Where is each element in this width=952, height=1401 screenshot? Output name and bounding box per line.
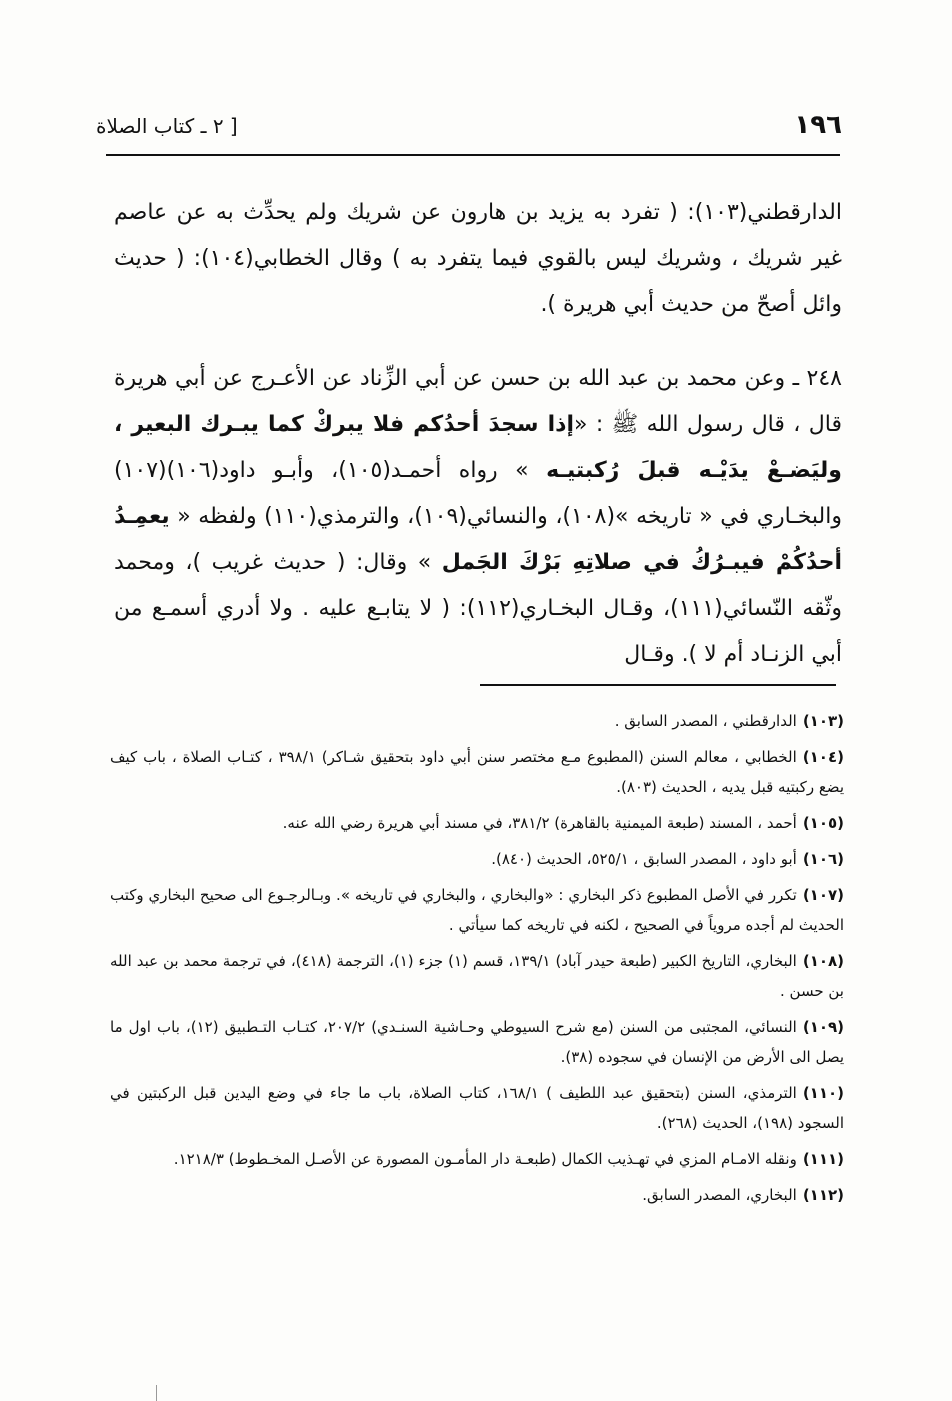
footnote-item xyxy=(110,946,844,1006)
footnote-item xyxy=(110,742,844,802)
footnote-item xyxy=(110,880,844,940)
footnotes xyxy=(110,706,844,1216)
footnote-number: (١١١) xyxy=(802,1150,844,1168)
footnote-item xyxy=(110,1012,844,1072)
hadith-commentary: » وقال: ( حديث غريب )، ومحمد وثّقه النّسائي(١١١)، وقـال البخـاري(١١٢): ( لا يتابـع عليه . ولا أدري أسمـع من أبي الزنـاد أم لا ). وقـال xyxy=(114,550,842,667)
page-number: ١٩٦ xyxy=(794,110,842,140)
footnote-text: تكرر في الأصل المطبوع ذكر البخاري : «والبخاري ، والبخاري في تاريخه ». وبـالرجـوع الى صحيح البخاري وكتب الحديث لم أجده مروياً في الصحيح ، لكنه في تاريخه كما سيأتي . xyxy=(110,886,844,934)
footnote-item xyxy=(110,706,844,736)
main-paragraph-1 xyxy=(114,168,842,350)
footnote-number: (١١٠) xyxy=(802,1084,844,1102)
footnote-text: أبو داود ، المصدر السابق ، ٥٢٥/١، الحديث (٨٤٠). xyxy=(491,850,797,868)
footnote-text: البخاري، التاريخ الكبير (طبعة حيدر آباد) ١٣٩/١، قسم (١) جزء (١)، الترجمة (٤١٨)، في ترجمة محمد بن عبد الله بن حسن . xyxy=(110,952,844,1000)
hadith-variant-text: يعمِـدُ أحدُكُمْ فيبـرُكُ في صلاتِهِ بَرْكَ الجَمل xyxy=(114,504,843,575)
footnote-number: (١١٢) xyxy=(802,1186,844,1204)
footnote-text: الترمذي، السنن (بتحقيق عبد اللطيف ) ١٦٨/١، كتاب الصلاة، باب ما جاء في وضع اليدين قبل الركبتين في السجود (١٩٨)، الحديث (٢٦٨). xyxy=(110,1084,844,1132)
running-head: [ ٢ ـ كتاب الصلاة xyxy=(96,114,238,138)
page-header xyxy=(96,108,842,148)
footnote-number: (١٠٥) xyxy=(802,814,844,832)
footnote-number: (١٠٣) xyxy=(802,712,844,730)
footnote-item xyxy=(110,808,844,838)
paragraph-text: الدارقطني(١٠٣): ( تفرد به يزيد بن هارون عن شريك ولم يحدِّث به عن عاصم غير شريك ، وشريك ليس بالقوي فيما يتفرد به ) وقال الخطابي(١٠٤): ( حديث وائل أصحّ من حديث أبي هريرة ). xyxy=(114,200,842,317)
footnote-number: (١٠٧) xyxy=(802,886,844,904)
footnote-number: (١٠٤) xyxy=(802,748,844,766)
hadith-text: إذا سجدَ أحدُكم فلا يبركْ كما يبـرك البعير ، وليَضـعْ يدَيْـه قبلَ رُكبتيـه xyxy=(114,412,842,483)
footnote-number: (١٠٩) xyxy=(802,1018,845,1036)
main-paragraph-2 xyxy=(114,334,842,700)
footnote-text: أحمد ، المسند (طبعة الميمنية بالقاهرة) ٣٨١/٢، في مسند أبي هريرة رضي الله عنه. xyxy=(282,814,797,832)
footnote-text: ونقله الامـام المزي في تهـذيب الكمال (طبعـة دار المأمـون المصورة عن الأصـل المخـطوط) ١٢١٨/٣. xyxy=(173,1150,797,1168)
footnote-text: الخطابي ، معالم السنن (المطبوع مـع مختصر سنن أبي داود بتحقيق شـاكر) ٣٩٨/١ ، كتـاب الصلاة ، باب كيف يضع ركبتيه قبل يديه ، الحديث (٨٠٣). xyxy=(110,748,844,796)
footnote-item xyxy=(110,1180,844,1210)
footnote-text: الدارقطني ، المصدر السابق . xyxy=(614,712,797,730)
footnote-text: البخاري، المصدر السابق. xyxy=(642,1186,797,1204)
footnote-rule xyxy=(480,684,836,686)
hadith-248 xyxy=(114,356,842,678)
footnote-number: (١٠٨) xyxy=(802,952,845,970)
hadith-intro: ٢٤٨ ـ وعن محمد بن عبد الله بن حسن عن أبي الزِّناد عن الأعـرج عن أبي هريرة قال ، قال رسول الله ﷺ : « xyxy=(114,366,842,437)
footnote-item xyxy=(110,1078,844,1138)
margin-mark xyxy=(156,1385,157,1401)
footnote-number: (١٠٦) xyxy=(802,850,844,868)
hadith-sources: » رواه أحمـد(١٠٥)، وأبـو داود(١٠٦)(١٠٧) والبخـاري في « تاريخه »(١٠٨)، والنسائي(١٠٩)، والترمذي(١١٠) ولفظه « xyxy=(114,458,842,529)
footnote-text: النسائي، المجتبى من السنن (مع شرح السيوطي وحـاشية السنـدي) ٢٠٧/٢، كتـاب التـطبيق (١٢)، باب اول ما يصل الى الأرض من الإنسان في سجوده (٣٨). xyxy=(110,1018,844,1066)
header-rule xyxy=(106,154,840,156)
footnote-item xyxy=(110,1144,844,1174)
footnote-item xyxy=(110,844,844,874)
